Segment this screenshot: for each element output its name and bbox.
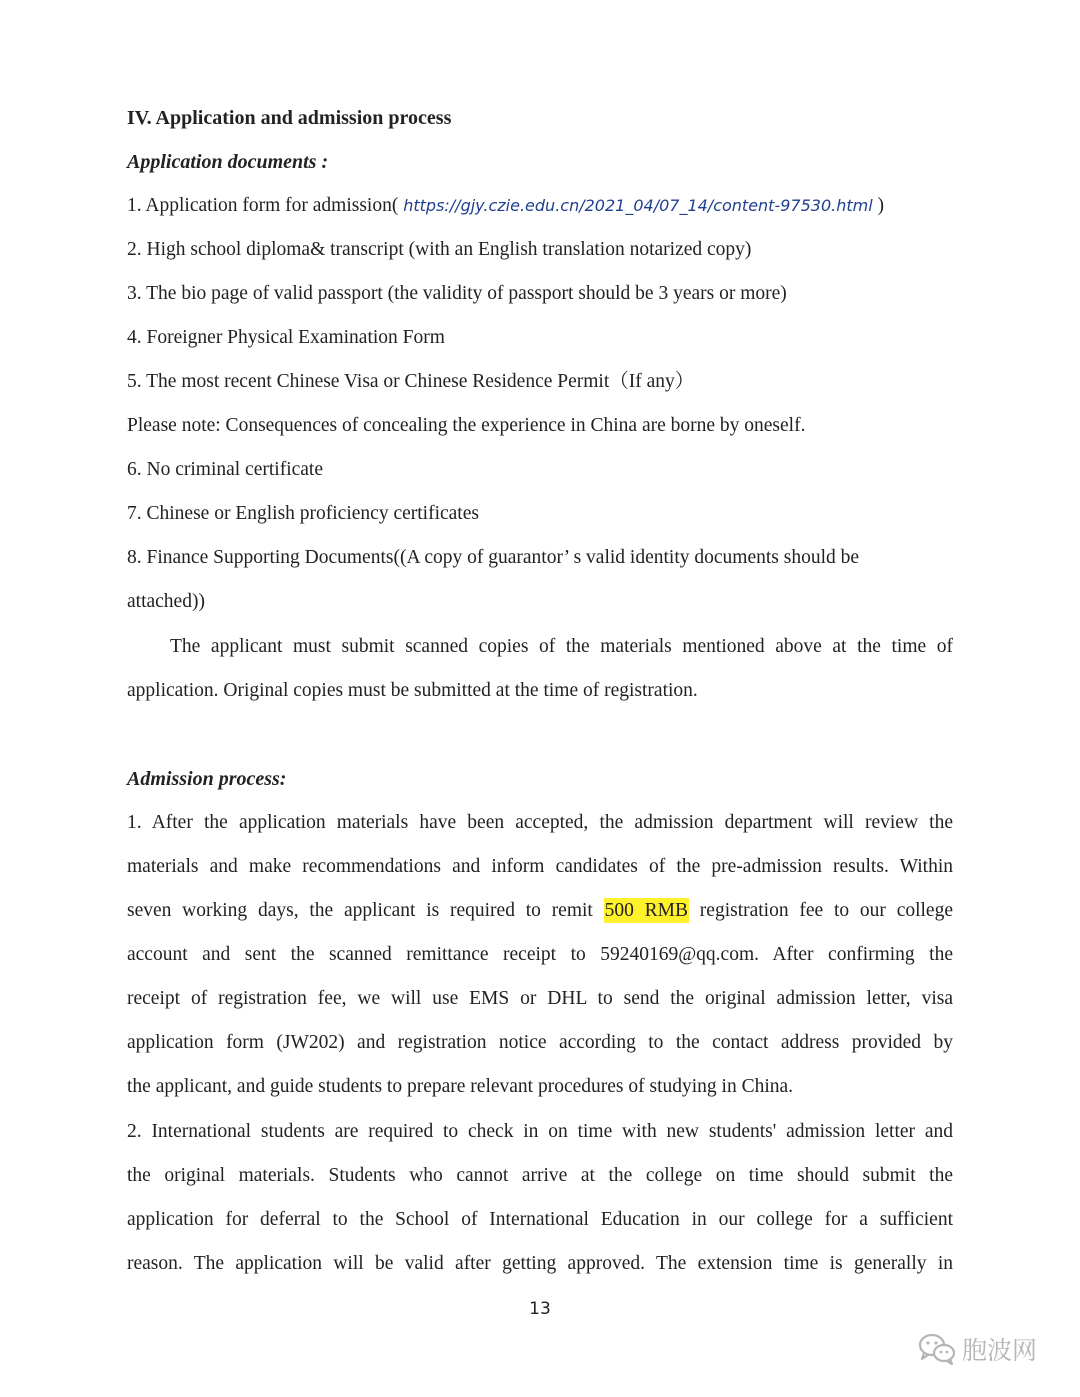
admission-p1-line-3-end: registration fee to our college <box>699 900 953 921</box>
wechat-icon <box>918 1332 956 1366</box>
doc-item-2: 2. High school diploma& transcript (with an English translation notarized copy) <box>127 239 752 260</box>
admission-p1-line-3-start: seven working days, the applicant is required to remit <box>127 900 593 921</box>
admission-p2-line-1: 2. International students are required to check in on time with new students' admission letter and <box>127 1121 953 1142</box>
watermark <box>918 1332 1037 1366</box>
admission-p1-line-3 <box>127 897 953 925</box>
doc-item-5: 5. The most recent Chinese Visa or Chinese Residence Permit（If any） <box>127 371 695 392</box>
admission-p1-line-7: the applicant, and guide students to prepare relevant procedures of studying in China. <box>127 1076 794 1097</box>
admission-p2-line-4: reason. The application will be valid after getting approved. The extension time is generally in <box>127 1253 953 1274</box>
submit-paragraph-line-2: application. Original copies must be submitted at the time of registration. <box>127 680 698 701</box>
doc-item-8-line-1: 8. Finance Supporting Documents((A copy of guarantor’ s valid identity documents should be <box>127 547 860 568</box>
doc-item-3: 3. The bio page of valid passport (the validity of passport should be 3 years or more) <box>127 283 787 304</box>
doc-item-1 <box>127 192 953 220</box>
admission-p2-line-2: the original materials. Students who cannot arrive at the college on time should submit the <box>127 1165 953 1186</box>
doc-item-1-text: 1. Application form for admission( <box>127 195 399 216</box>
doc-item-4: 4. Foreigner Physical Examination Form <box>127 327 445 348</box>
admission-p1-line-5: receipt of registration fee, we will use EMS or DHL to send the original admission letter, visa <box>127 988 953 1009</box>
section-heading: IV. Application and admission process <box>127 107 452 129</box>
doc-item-8-line-2: attached)) <box>127 591 205 612</box>
admission-p1-line-4: account and sent the scanned remittance receipt to 59240169@qq.com. After confirming the <box>127 944 953 965</box>
watermark-text: 胞波网 <box>962 1336 1038 1365</box>
doc-item-1-close: ) <box>877 195 885 216</box>
admission-p1-line-1: 1. After the application materials have been accepted, the admission department will review the <box>127 812 953 833</box>
admission-p1-line-6: application form (JW202) and registration notice according to the contact address provided by <box>127 1032 953 1053</box>
submit-paragraph-line-1: The applicant must submit scanned copies of the materials mentioned above at the time of <box>170 636 953 657</box>
please-note: Please note: Consequences of concealing the experience in China are borne by oneself. <box>127 415 806 436</box>
admission-subheading: Admission process: <box>127 768 287 790</box>
fee-highlight: 500 RMB <box>604 900 689 921</box>
doc-item-6: 6. No criminal certificate <box>127 459 323 480</box>
application-form-link[interactable]: https://gjy.czie.edu.cn/2021_04/07_14/content-97530.html <box>403 196 873 215</box>
admission-p1-line-2: materials and make recommendations and inform candidates of the pre-admission results. Within <box>127 856 953 877</box>
page-number: 13 <box>529 1299 551 1319</box>
documents-subheading: Application documents : <box>127 151 329 173</box>
admission-p2-line-3: application for deferral to the School of International Education in our college for a sufficient <box>127 1209 953 1230</box>
doc-item-7: 7. Chinese or English proficiency certificates <box>127 503 479 524</box>
